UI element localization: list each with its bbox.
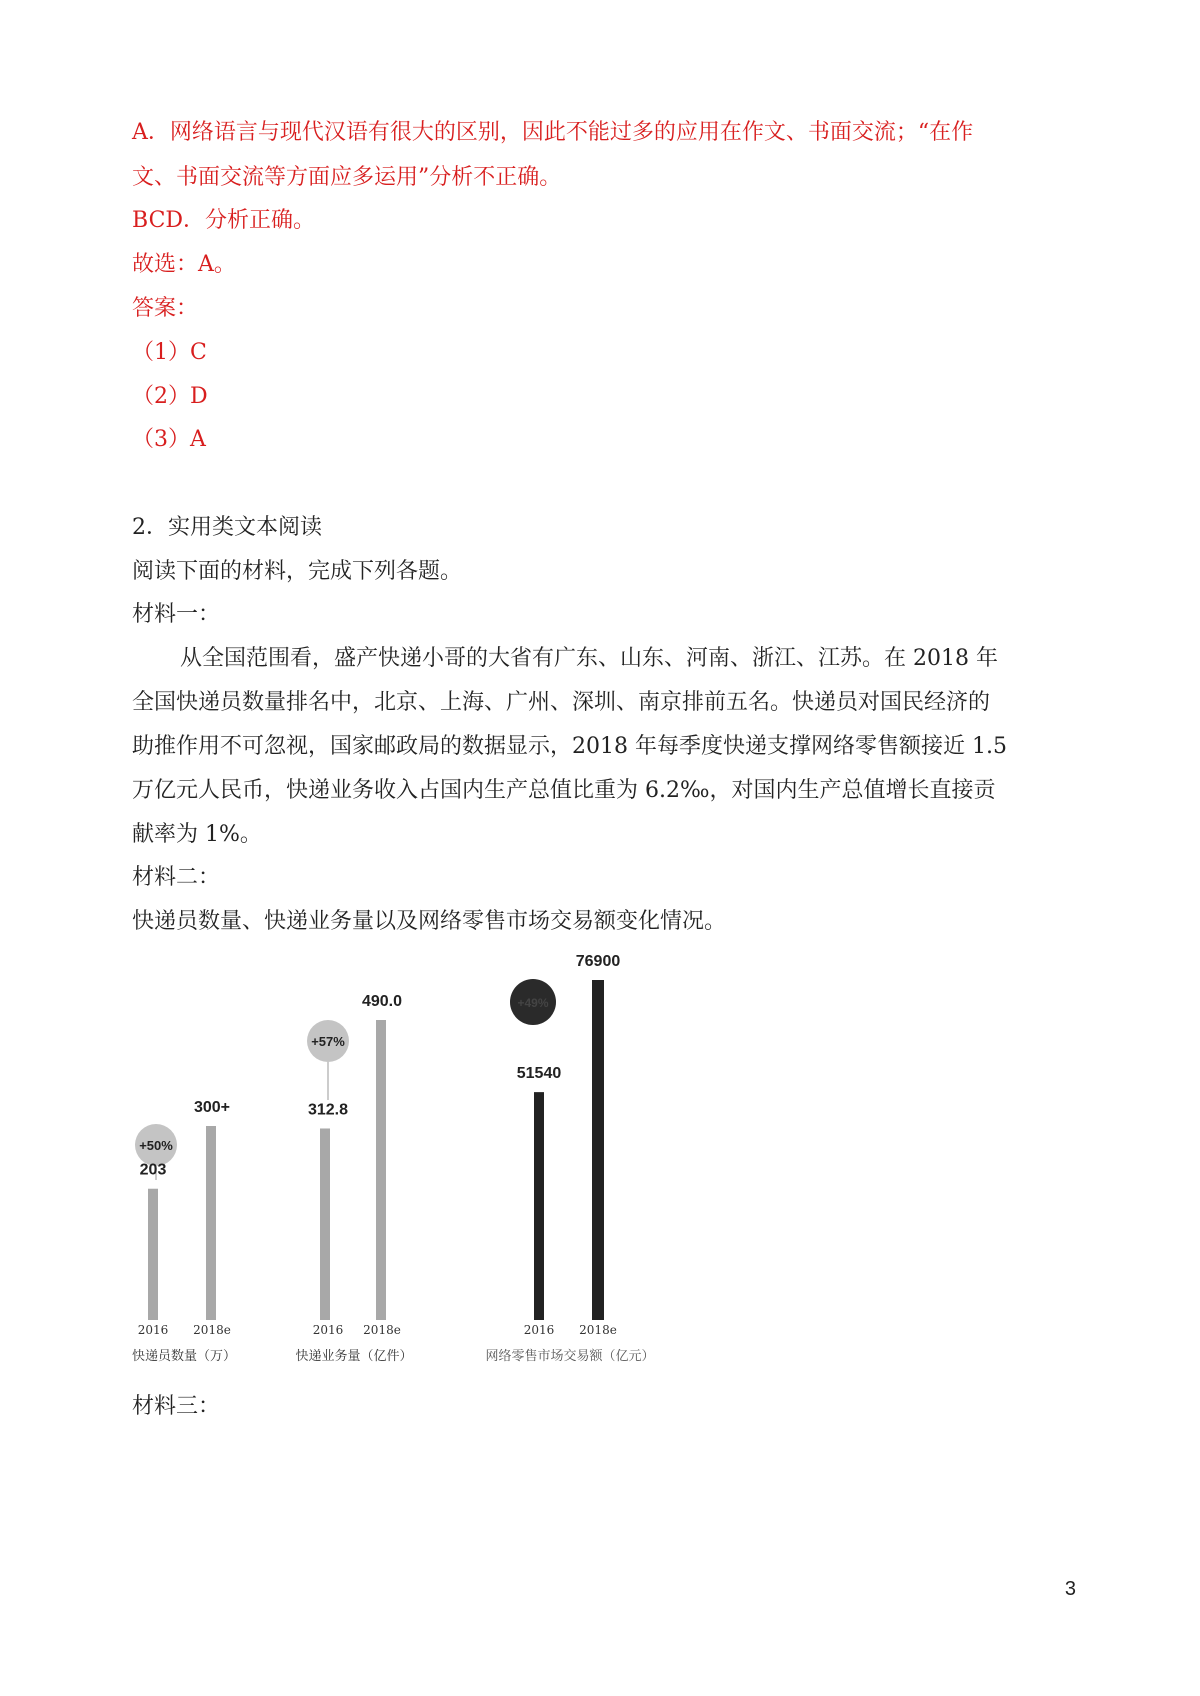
material3-label: 材料三：	[132, 1394, 221, 1419]
chart-business-volume-tick-2016: 2016	[312, 1323, 344, 1337]
material1-paragraph-line-4: 万亿元人民币，快递业务收入占国内生产总值比重为 6.2‰，对国内生产总值增长直接贡	[132, 778, 996, 803]
material1-paragraph-line-5: 献率为 1%。	[132, 822, 262, 847]
page-number: 3	[1064, 1578, 1076, 1600]
chart-business-volume-badge-label: +57%	[311, 1034, 345, 1049]
chart-courier-count	[132, 1099, 236, 1364]
chart-online-retail-label-2018: 76900	[575, 953, 621, 970]
question-title: 2．实用类文本阅读	[132, 515, 322, 540]
answer-analysis-line-2: 文、书面交流等方面应多运用”分析不正确。	[132, 165, 562, 190]
question-instruction: 阅读下面的材料，完成下列各题。	[132, 559, 463, 584]
chart-courier-count-label-2018: 300+	[193, 1099, 231, 1116]
answer-item-3: （3）A	[132, 427, 206, 452]
chart-courier-count-label-2016: 203	[139, 1161, 167, 1179]
material1-paragraph-line-3: 助推作用不可忽视，国家邮政局的数据显示，2018 年每季度快递支撑网络零售额接近 1.5	[132, 734, 1007, 759]
chart-online-retail-bar-2016	[534, 1092, 544, 1320]
chart-business-volume	[295, 993, 412, 1364]
chart-courier-count-title: 快递员数量（万）	[131, 1349, 237, 1364]
answer-label: 答案：	[132, 296, 199, 321]
chart-courier-count-tick-2016: 2016	[137, 1323, 169, 1337]
chart-business-volume-bar-2018	[376, 1020, 386, 1320]
material1-label: 材料一：	[132, 602, 221, 627]
answer-bcd-line: BCD．分析正确。	[132, 208, 316, 233]
chart-business-volume-label-2016: 312.8	[307, 1101, 349, 1119]
material1-paragraph-line-2: 全国快递员数量排名中，北京、上海、广州、深圳、南京排前五名。快递员对国民经济的	[132, 690, 991, 715]
chart-online-retail-tick-2016: 2016	[523, 1323, 555, 1337]
express-statistics-charts	[130, 953, 770, 1490]
material2-description: 快递员数量、快递业务量以及网络零售市场交易额变化情况。	[132, 909, 727, 934]
material2-label: 材料二：	[132, 865, 221, 890]
answer-analysis-line-1: A．网络语言与现代汉语有很大的区别，因此不能过多的应用在作文、书面交流；“在作	[132, 120, 974, 145]
chart-courier-count-bar-2018	[206, 1126, 216, 1320]
chart-courier-count-badge-label: +50%	[139, 1138, 173, 1153]
material1-paragraph-line-1: 从全国范围看，盛产快递小哥的大省有广东、山东、河南、浙江、江苏。在 2018 年	[180, 646, 998, 671]
chart-online-retail-tick-2018: 2018e	[579, 1323, 617, 1337]
chart-online-retail-badge-label: +49%	[517, 996, 549, 1010]
answer-item-1: （1）C	[132, 340, 207, 365]
chart-business-volume-tick-2018: 2018e	[363, 1323, 401, 1337]
chart-online-retail-title: 网络零售市场交易额（亿元）	[485, 1349, 655, 1364]
chart-business-volume-title: 快递业务量（亿件）	[295, 1349, 413, 1364]
chart-business-volume-label-2018: 490.0	[361, 993, 403, 1010]
answer-choice-line: 故选：A。	[132, 252, 236, 277]
chart-online-retail-label-2016: 51540	[516, 1065, 562, 1083]
chart-courier-count-bar-2016	[148, 1189, 158, 1320]
answer-item-2: （2）D	[132, 384, 208, 409]
chart-business-volume-bar-2016	[320, 1128, 330, 1320]
chart-online-retail	[485, 953, 654, 1364]
chart-online-retail-bar-2018	[592, 980, 604, 1320]
chart-courier-count-tick-2018: 2018e	[193, 1323, 231, 1337]
